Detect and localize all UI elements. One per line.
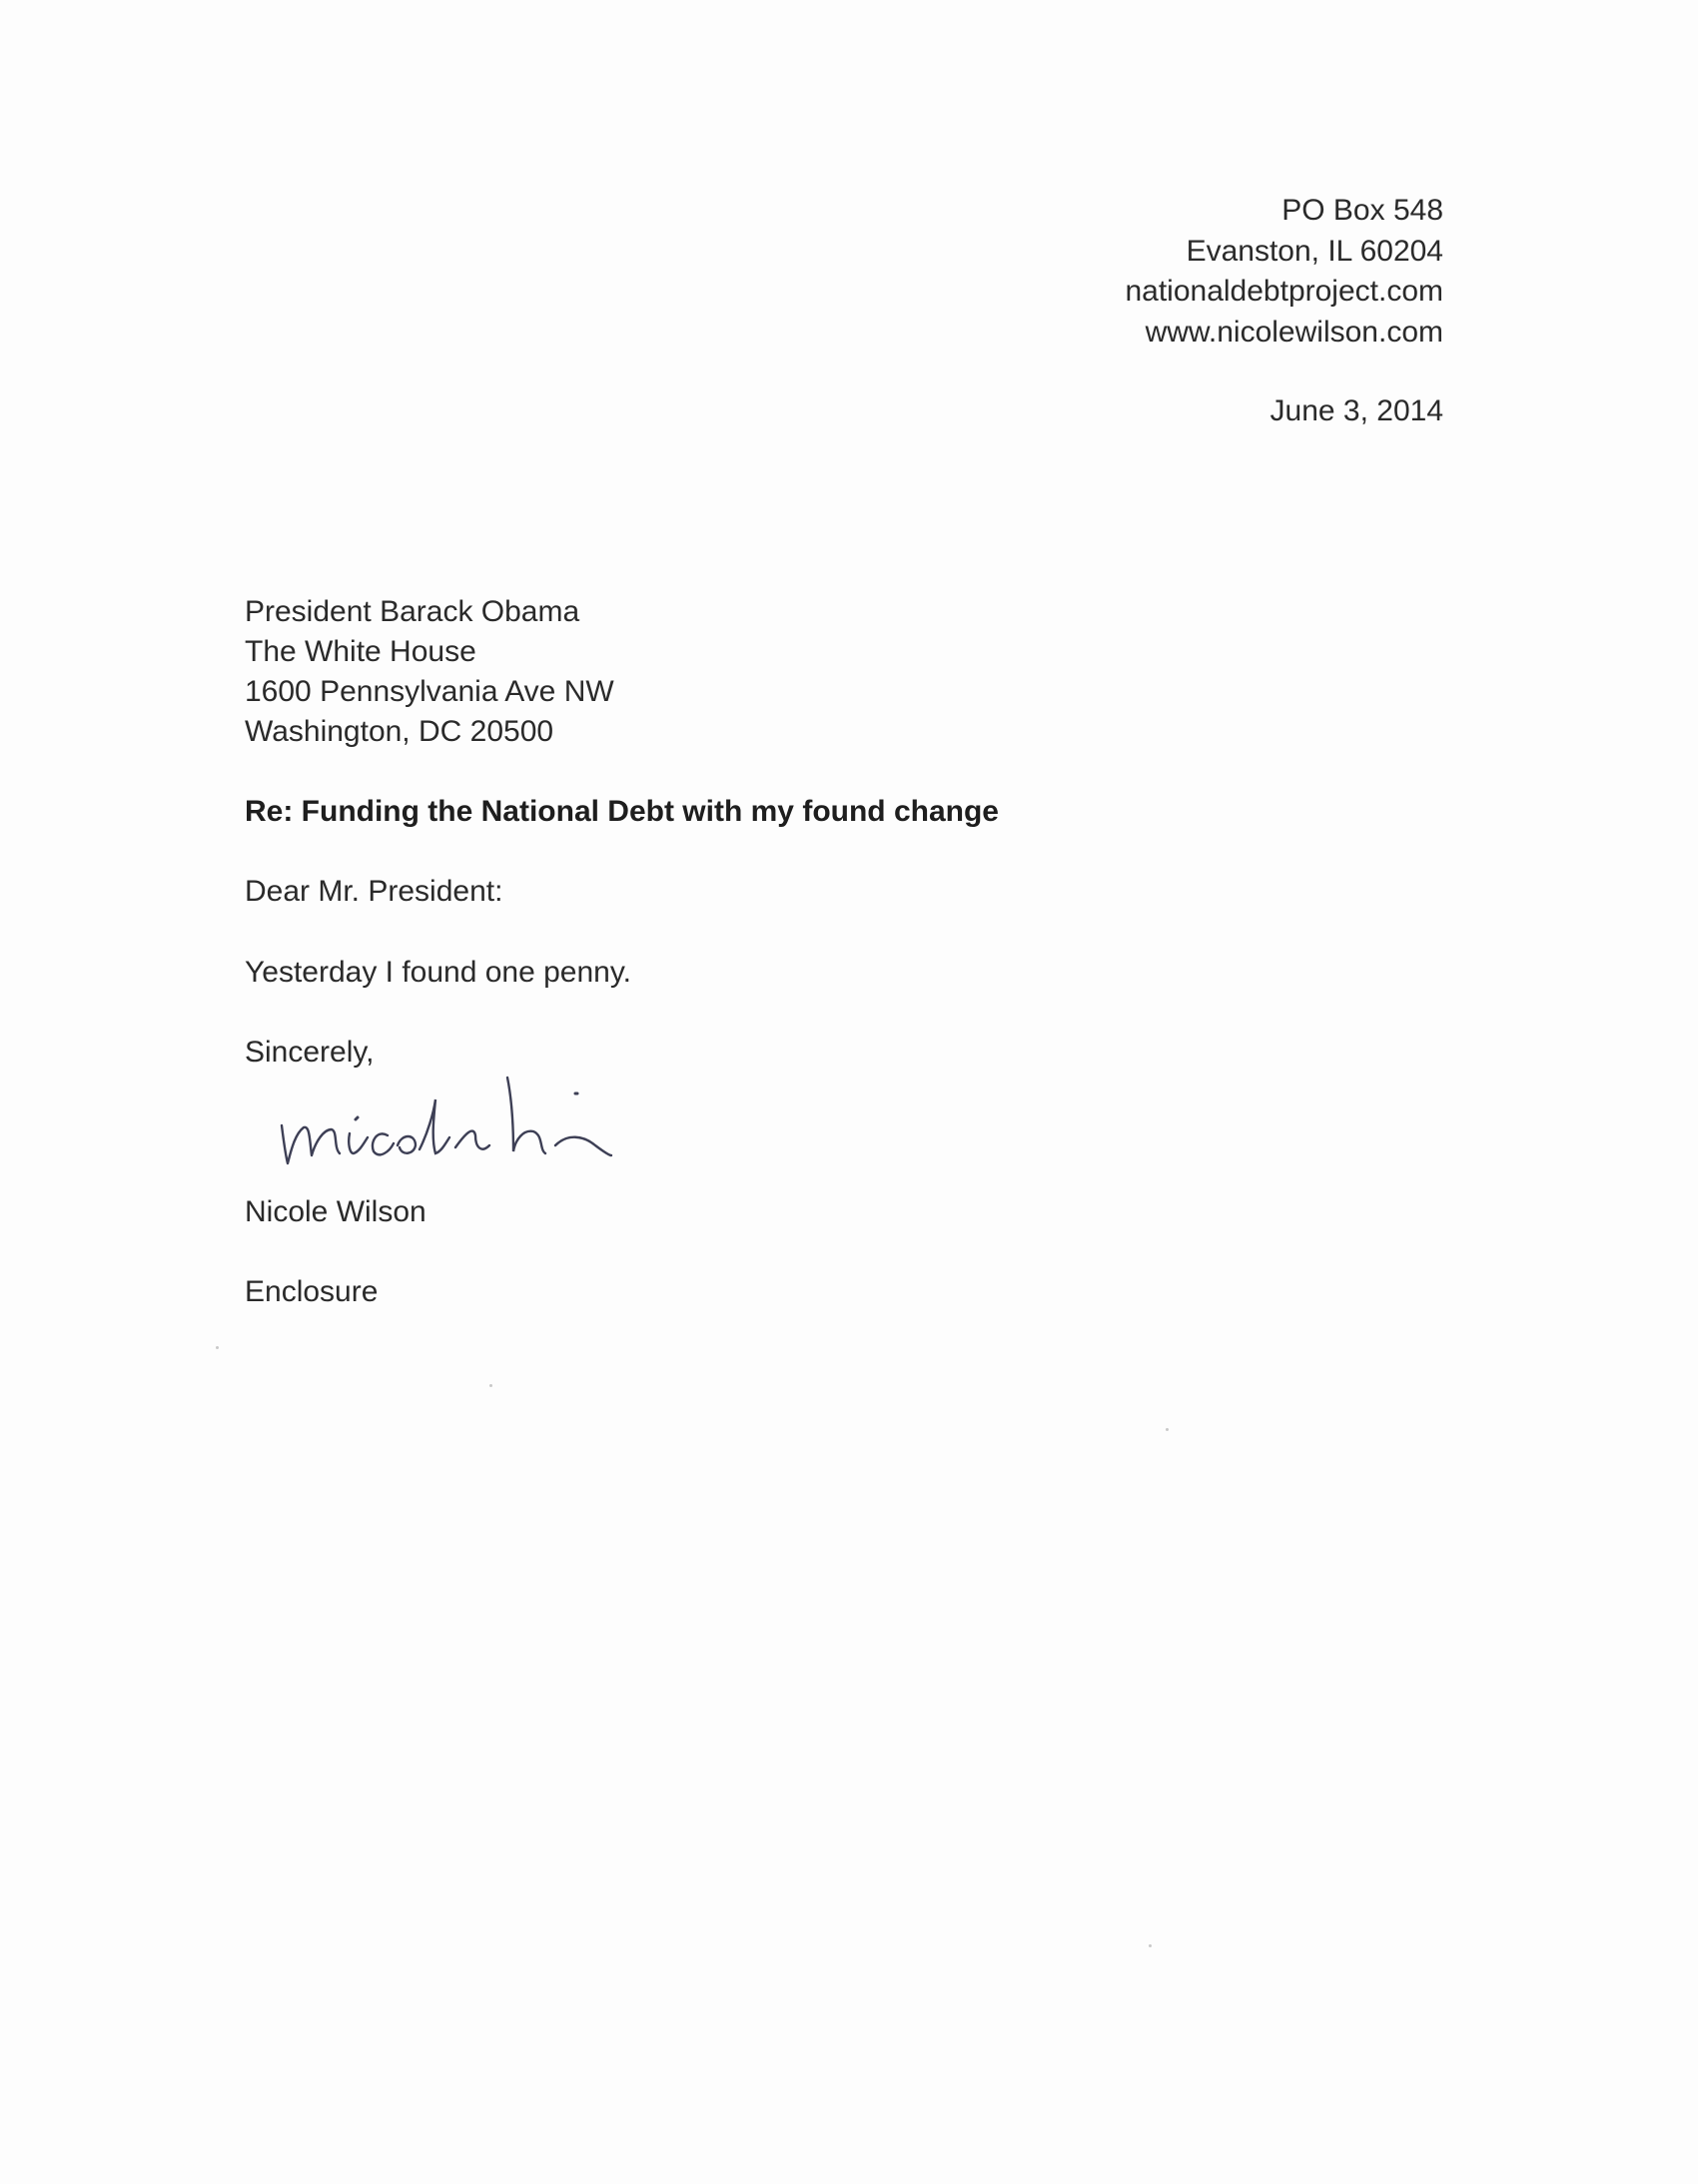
recipient-city-line: Washington, DC 20500: [245, 715, 554, 748]
sender-website-2: www.nicolewilson.com: [1145, 316, 1443, 349]
salutation: Dear Mr. President:: [245, 875, 503, 908]
enclosure-note: Enclosure: [245, 1275, 379, 1308]
subject-line: Re: Funding the National Debt with my found change: [245, 795, 999, 828]
sender-website-1: nationaldebtproject.com: [1125, 275, 1443, 308]
letter-date: June 3, 2014: [1270, 394, 1443, 427]
recipient-org: The White House: [245, 635, 476, 668]
handwritten-signature: [270, 1064, 629, 1183]
signer-name: Nicole Wilson: [245, 1195, 426, 1228]
sender-po-box: PO Box 548: [1281, 194, 1443, 227]
body-text: Yesterday I found one penny.: [245, 956, 631, 989]
scan-speck: [216, 1346, 219, 1349]
scan-speck: [1166, 1428, 1169, 1431]
recipient-name: President Barack Obama: [245, 595, 580, 628]
scan-speck: [1149, 1944, 1152, 1947]
recipient-street: 1600 Pennsylvania Ave NW: [245, 675, 614, 708]
closing: Sincerely,: [245, 1036, 375, 1069]
scan-speck: [489, 1384, 492, 1387]
sender-city-line: Evanston, IL 60204: [1186, 235, 1443, 268]
